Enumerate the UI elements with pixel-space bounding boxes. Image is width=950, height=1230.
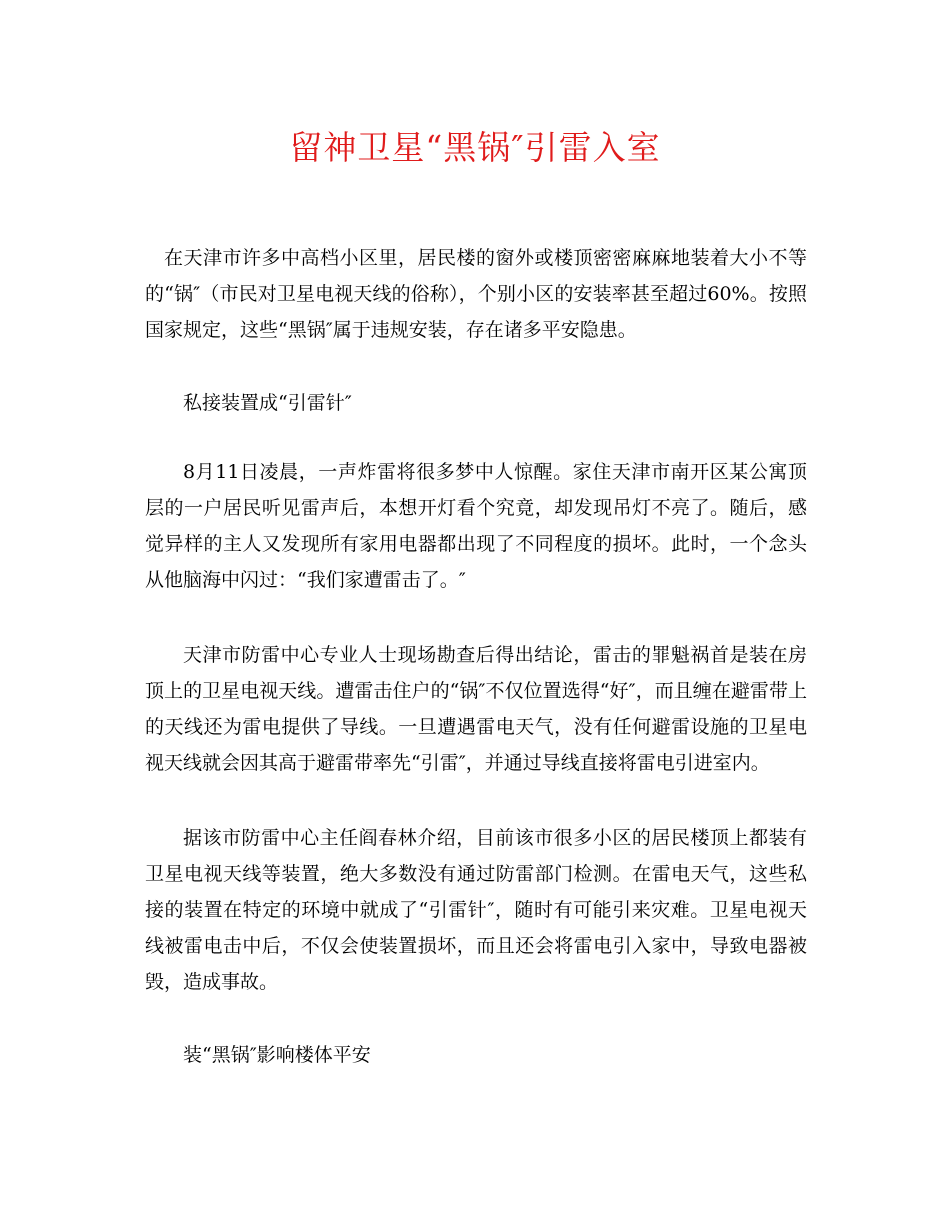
document-title: 留神卫星“黑锅″引雷入室 <box>289 128 661 167</box>
paragraph-intro: 在天津市许多中高档小区里，居民楼的窗外或楼顶密密麻麻地装着大小不等的“锅″（市民对卫星电视天线的俗称），个别小区的安装率甚至超过60%。按照国家规定，这些“黑锅″属于违规安装，存在诸多平安隐患。 <box>145 247 807 341</box>
paragraph-incident: 8月11日凌晨，一声炸雷将很多梦中人惊醒。家住天津市南开区某公寓顶层的一户居民听见雷声后，本想开灯看个究竟，却发现吊灯不亮了。随后，感觉异样的主人又发现所有家用电器都出现了不同程度的损坏。此时，一个念头从他脑海中闪过：“我们家遭雷击了。″ <box>145 461 807 591</box>
paragraph-expert-comment: 据该市防雷中心主任阎春林介绍，目前该市很多小区的居民楼顶上都装有卫星电视天线等装置，绝大多数没有通过防雷部门检测。在雷电天气，这些私接的装置在特定的环境中就成了“引雷针″，随时有可能引来灾难。卫星电视天线被雷电击中后，不仅会使装置损坏，而且还会将雷电引入家中，导致电器被毁，造成事故。 <box>145 827 807 993</box>
section-heading-lightning-rod: 私接装置成“引雷针″ <box>183 392 352 414</box>
section-heading-building-safety: 装“黑锅″影响楼体平安 <box>183 1044 371 1066</box>
paragraph-investigation: 天津市防雷中心专业人士现场勘查后得出结论，雷击的罪魁祸首是装在房顶上的卫星电视天线。遭雷击住户的“锅″不仅位置选得“好″，而且缠在避雷带上的天线还为雷电提供了导线。一旦遭遇雷电天气，没有任何避雷设施的卫星电视天线就会因其高于避雷带率先“引雷″，并通过导线直接将雷电引进室内。 <box>145 644 807 774</box>
